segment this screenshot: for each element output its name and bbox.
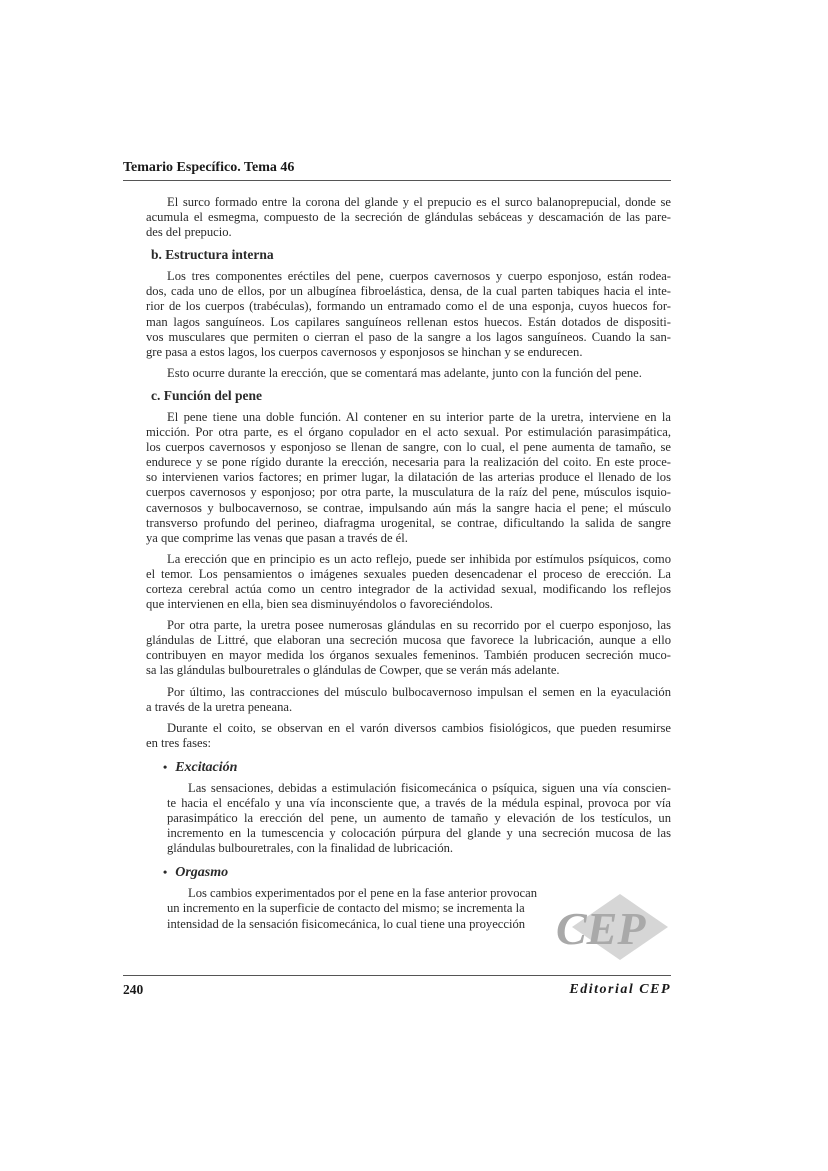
text-line: parasimpático la erección del pene, un aumento de tamaño y elevación de los testículos, un [167,811,671,826]
text-line: corteza cerebral actúa como un centro integrador de la actividad sexual, modificando los reflejos [146,581,671,596]
text-line: endurece y se pone rígido durante la erección, necesaria para la realización del coito. En este proce- [146,455,671,470]
text-line: des del prepucio. [146,225,232,240]
paragraph [146,685,671,715]
text-line: Las sensaciones, debidas a estimulación fisicomecánica o psíquica, siguen una vía conscien- [188,780,671,795]
section-heading: b. Estructura interna [151,247,274,263]
text-line: contribuyen en mayor medida los órganos sexuales femeninos. También producen secreción muco- [146,648,671,663]
text-line: Por otra parte, la uretra posee numerosas glándulas en su recorrido por el cuerpo esponjoso, las [167,618,671,633]
text-line: intensidad de la sensación fisicomecánica, lo cual tiene una proyección [167,916,526,931]
header-rule [123,180,671,181]
text-line: sa las glándulas bulbouretrales o glándulas de Cowper, que se verán más adelante. [146,663,560,678]
text-line: los cuerpos cavernosos y esponjoso se llenan de sangre, con lo cual, el pene aumenta de tamaño, se [146,440,671,455]
text-line: Los tres componentes eréctiles del pene, cuerpos cavernosos y cuerpo esponjoso, están rodea- [167,269,671,284]
text-line: rior de los cuerpos (trabéculas), formando un entramado como el de una esponja, cuyos huecos for- [146,299,671,314]
page-body [146,195,671,938]
text-line: te hacia el encéfalo y una vía inconsciente que, a través de la médula espinal, provoca por vía [167,796,671,810]
paragraph [167,781,671,856]
text-line: acumula el esmegma, compuesto de la secreción de glándulas sebáceas y descamación de las pare- [146,210,671,225]
text-line: incremento en la tumescencia y colocación púrpura del glande y una secreción mucosa de las [167,826,671,841]
text-line: el temor. Los pensamientos o imágenes sexuales pueden desencadenar el proceso de erección. La [146,566,671,581]
paragraph [146,366,671,381]
text-line: Los cambios experimentados por el pene en la fase anterior provocan [188,886,537,901]
bullet-icon: • [163,865,168,880]
paragraph [146,618,671,678]
paragraph [146,410,671,546]
page-number: 240 [123,982,144,997]
paragraph [146,195,671,240]
text-line: en tres fases: [146,735,212,750]
text-line: El pene tiene una doble función. Al contener en su interior parte de la uretra, interviene en la [167,409,671,424]
text-line: ya que comprime las venas que pasan a través de él. [146,530,408,545]
footer-rule [123,975,671,976]
text-line: so intervienen varios factores; en primer lugar, la dilatación de las arterias produce el llenado de los [146,470,671,485]
text-line: glándulas bulbouretrales, con la finalidad de lubricación. [167,841,454,856]
paragraph [146,552,671,612]
text-line: El surco formado entre la corona del glande y el prepucio es el surco balanoprepucial, donde se [167,195,671,209]
text-line: que intervienen en ella, bien sea disminuyéndolos o favoreciéndolos. [146,597,493,612]
bullet-label: Excitación [175,759,238,775]
text-line: Durante el coito, se observan en el varón diversos cambios fisiológicos, que pueden resumirse [167,720,671,735]
text-line: man lagos sanguíneos. Los capilares sanguíneos rellenan estos huecos. Están dotados de dispositi- [146,314,671,329]
phase-bullet [163,864,671,881]
text-line: Por último, las contracciones del músculo bulbocavernoso impulsan el semen en la eyaculación [167,684,671,699]
paragraph [167,886,537,931]
cep-logo [552,892,670,962]
paragraph [146,721,671,751]
text-line: glándulas de Littré, que elaboran una secreción mucosa que favorece la lubricación, aunque a ello [146,633,671,648]
text-line: cuerpos cavernosos y esponjoso; por otra parte, la musculatura de la raíz del pene, músculos isquio- [146,485,671,500]
bullet-icon: • [163,759,168,774]
text-line: La erección que en principio es un acto reflejo, puede ser inhibida por estímulos psíquicos, como [167,551,671,566]
section-heading: c. Función del pene [151,387,263,403]
publisher-name: Editorial CEP [569,982,671,997]
bullet-label: Orgasmo [175,865,229,881]
text-line: dos, cada uno de ellos, por un albugínea fibroelástica, densa, de la cual parten tabiques hacia el inte- [146,284,671,299]
text-line: vos musculares que permiten o cierran el paso de la sangre a los lagos sanguíneos. Cuando la san- [146,329,671,344]
text-line: Esto ocurre durante la erección, que se comentará mas adelante, junto con la función del pene. [167,365,642,380]
phase-bullet [163,759,671,776]
paragraph [146,269,671,360]
text-line: un incremento en la superficie de contacto del mismo; se incrementa la [167,901,525,916]
text-line: a través de la uretra peneana. [146,699,293,714]
text-line: gre pasa a estos lagos, los cuerpos cavernosos y esponjosos se hinchan y se endurecen. [146,344,583,359]
text-line: cavernosos y bulbocavernoso, se contrae, impulsando aún más la sangre hacia el pene; el músculo [146,500,671,515]
text-line: micción. Por otra parte, es el órgano copulador en el acto sexual. Por estimulación parasimpática, [146,425,671,440]
text-line: transverso profundo del perineo, diafragma urogenital, se contrae, dificultando la salida de sangre [146,515,671,530]
running-header: Temario Específico. Tema 46 [123,160,295,175]
logo-text: CEP [556,903,646,954]
